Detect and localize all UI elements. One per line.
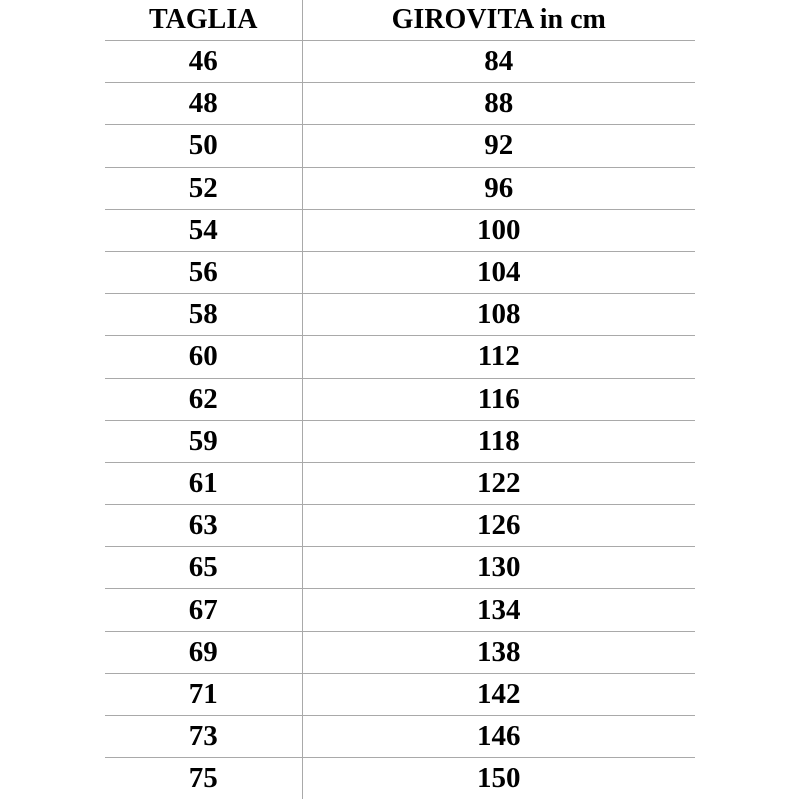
table-row (105, 716, 695, 758)
cell-girovita: 118 (302, 420, 695, 462)
header-girovita: GIROVITA in cm (302, 0, 695, 41)
cell-taglia: 46 (105, 41, 302, 83)
table-row (105, 420, 695, 462)
cell-taglia: 65 (105, 547, 302, 589)
cell-girovita: 112 (302, 336, 695, 378)
cell-girovita: 104 (302, 251, 695, 293)
table-row (105, 209, 695, 251)
cell-girovita: 134 (302, 589, 695, 631)
cell-taglia: 59 (105, 420, 302, 462)
cell-taglia: 73 (105, 716, 302, 758)
table-row (105, 336, 695, 378)
cell-taglia: 60 (105, 336, 302, 378)
header-taglia: TAGLIA (105, 0, 302, 41)
cell-girovita: 146 (302, 716, 695, 758)
table-row (105, 505, 695, 547)
table-row (105, 251, 695, 293)
table-row (105, 589, 695, 631)
cell-taglia: 52 (105, 167, 302, 209)
size-chart-table (105, 0, 695, 799)
cell-girovita: 122 (302, 462, 695, 504)
cell-girovita: 92 (302, 125, 695, 167)
cell-girovita: 116 (302, 378, 695, 420)
cell-girovita: 84 (302, 41, 695, 83)
cell-taglia: 50 (105, 125, 302, 167)
header-row (105, 0, 695, 41)
table-row (105, 167, 695, 209)
table-row (105, 547, 695, 589)
table-row (105, 41, 695, 83)
cell-taglia: 48 (105, 83, 302, 125)
cell-taglia: 63 (105, 505, 302, 547)
cell-girovita: 100 (302, 209, 695, 251)
cell-taglia: 62 (105, 378, 302, 420)
table-row (105, 294, 695, 336)
cell-taglia: 75 (105, 758, 302, 800)
table-row (105, 631, 695, 673)
cell-taglia: 58 (105, 294, 302, 336)
table-row (105, 673, 695, 715)
table-row (105, 378, 695, 420)
cell-girovita: 108 (302, 294, 695, 336)
cell-taglia: 56 (105, 251, 302, 293)
cell-girovita: 138 (302, 631, 695, 673)
cell-taglia: 61 (105, 462, 302, 504)
cell-girovita: 88 (302, 83, 695, 125)
table-row (105, 125, 695, 167)
table-row (105, 462, 695, 504)
cell-girovita: 130 (302, 547, 695, 589)
table-body (105, 41, 695, 800)
cell-taglia: 71 (105, 673, 302, 715)
cell-taglia: 69 (105, 631, 302, 673)
cell-girovita: 126 (302, 505, 695, 547)
cell-taglia: 54 (105, 209, 302, 251)
cell-girovita: 150 (477, 762, 521, 795)
cell-girovita: 96 (302, 167, 695, 209)
cell-girovita: 142 (302, 673, 695, 715)
table-row (105, 83, 695, 125)
table-row (105, 758, 695, 800)
cell-taglia: 67 (105, 589, 302, 631)
